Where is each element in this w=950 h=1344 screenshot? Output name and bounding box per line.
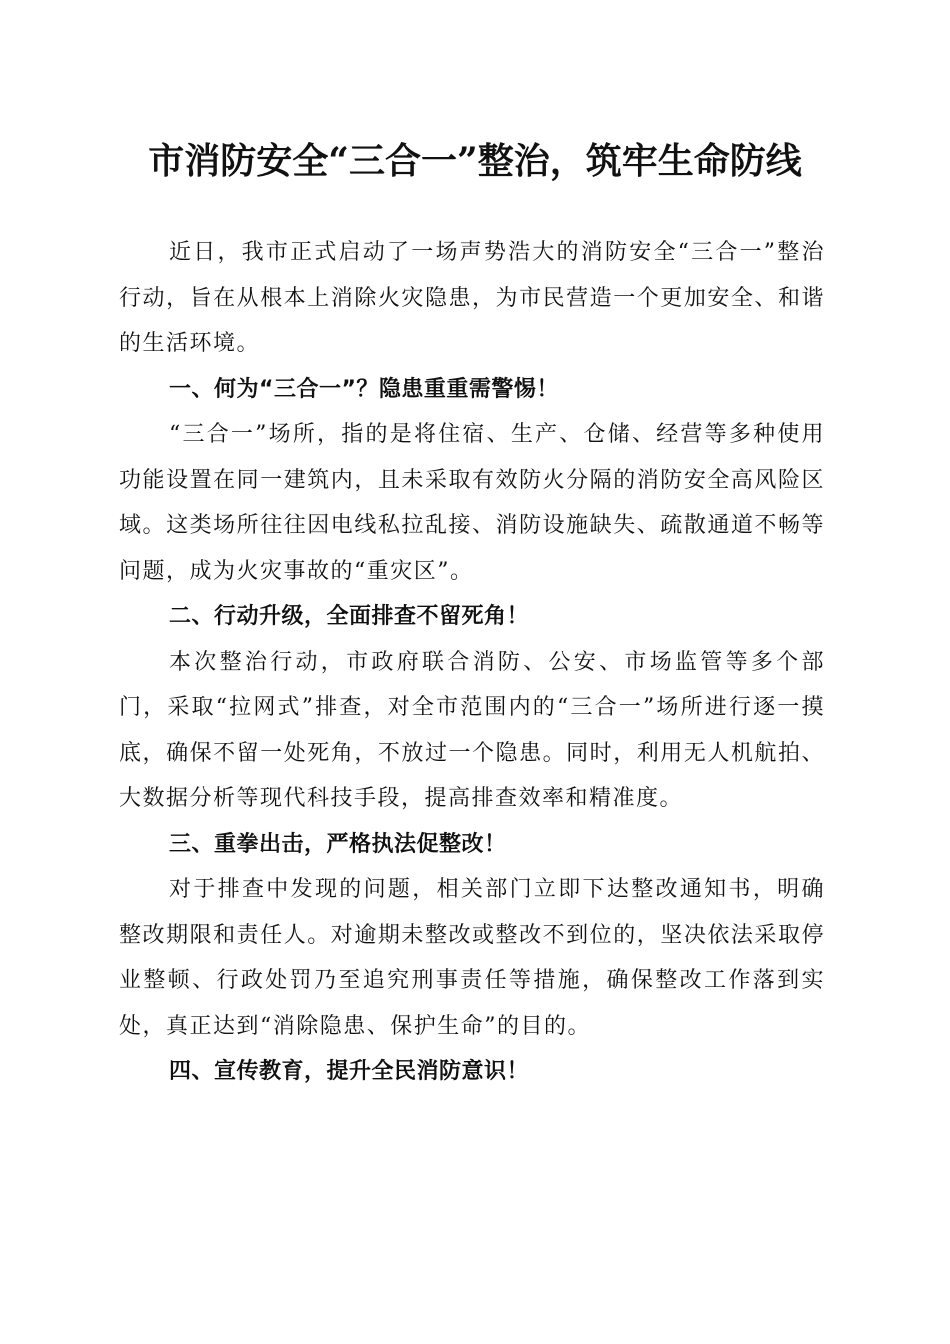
section-1-heading: 一、何为“三合一”？隐患重重需警惕！ (169, 376, 559, 402)
document-body (119, 230, 825, 1095)
section-2-heading: 二、行动升级，全面排查不留死角！ (169, 604, 530, 629)
document-title: 市消防安全“三合一”整治，筑牢生命防线 (148, 140, 802, 182)
section-2-paragraph: 本次整治行动，市政府联合消防、公安、市场监管等多个部门，采取“拉网式”排查，对全市范围内的“三合一”场所进行逐一摸底，确保不留一处死角，不放过一个隐患。同时，利用无人机航拍、大数据分析等现代科技手段，提高排查效率和精准度。 (119, 649, 825, 811)
section-3-paragraph: 对于排查中发现的问题，相关部门立即下达整改通知书，明确整改期限和责任人。对逾期未整改或整改不到位的，坚决依法采取停业整顿、行政处罚乃至追究刑事责任等措施，确保整改工作落到实处，真正达到“消除隐患、保护生命”的目的。 (119, 877, 825, 1039)
intro-paragraph: 近日，我市正式启动了一场声势浩大的消防安全“三合一”整治行动，旨在从根本上消除火灾隐患，为市民营造一个更加安全、和谐的生活环境。 (119, 240, 825, 356)
section-1-paragraph: “三合一”场所，指的是将住宿、生产、仓储、经营等多种使用功能设置在同一建筑内，且未采取有效防火分隔的消防安全高风险区域。这类场所往往因电线私拉乱接、消防设施缺失、疏散通道不畅等问题，成为火灾事故的“重灾区”。 (119, 422, 825, 584)
section-3-heading: 三、重拳出击，严格执法促整改！ (169, 831, 507, 857)
section-4-heading: 四、宣传教育，提升全民消防意识！ (169, 1059, 530, 1084)
